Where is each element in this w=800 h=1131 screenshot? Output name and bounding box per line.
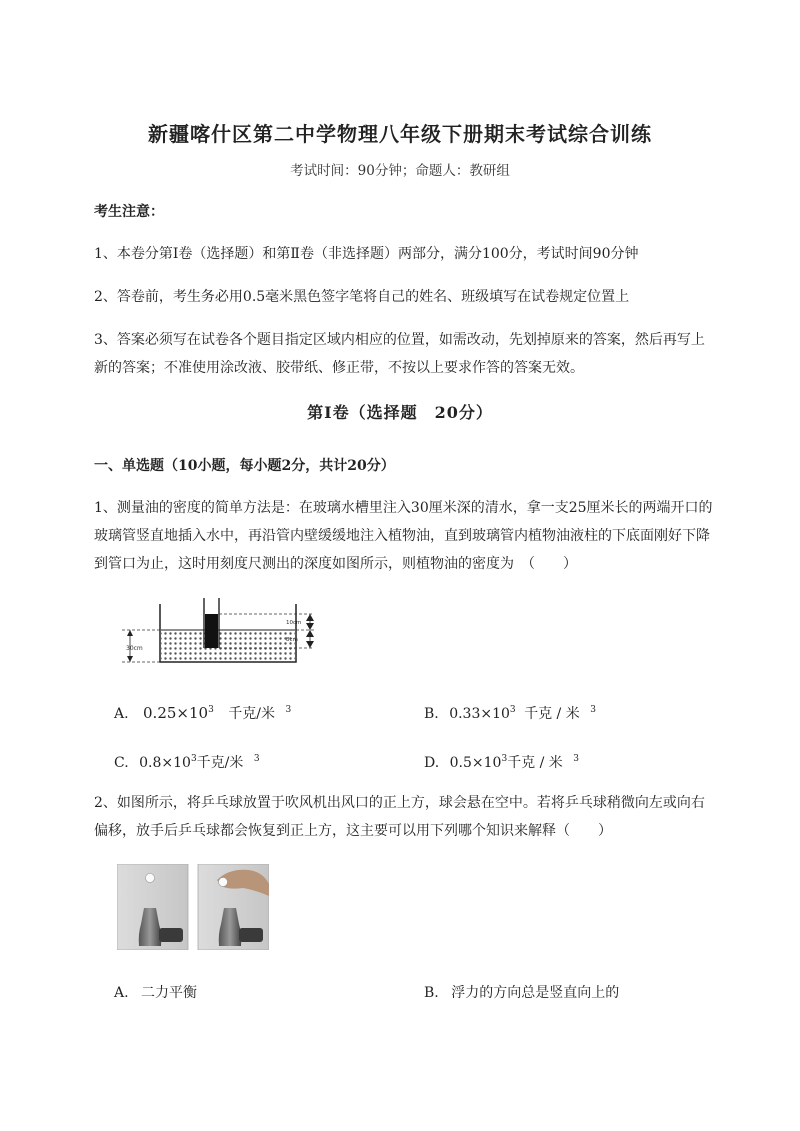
exam-title: 新疆喀什区第二中学物理八年级下册期末考试综合训练 [148, 122, 652, 146]
exam-subtitle: 考试时间：90分钟；命题人：教研组 [290, 163, 510, 179]
question-1-option-d[interactable]: D. $0.5\times 10^3$千克 / 米 $^3$ [424, 754, 579, 771]
notice-item-2: 2、答卷前，考生务必用0.5毫米黑色签字笔将自己的姓名、班级填写在试卷规定位置上 [94, 289, 630, 305]
question-1-option-a[interactable]: A. $0.25\times 10^3$ 千克/米 $^3$ [114, 704, 292, 722]
question-2-option-b[interactable]: B. 浮力的方向总是竖直向上的 [424, 985, 620, 1001]
section-title: 第I卷（选择题 20分） [307, 403, 493, 422]
question-1-option-c[interactable]: C. $0.8\times 10^3$千克/米 $^3$ [114, 754, 260, 771]
figure-label-depth: 30cm [126, 645, 143, 652]
question-2-stem: 2、如图所示，将乒乓球放置于吹风机出风口的正上方，球会悬在空中。若将乒乓球稍微向左或向右偏移，放手后乒乓球都会恢复到正上方，这主要可以用下列哪个知识来解释（ ） [94, 795, 705, 839]
question-1-figure [118, 596, 330, 668]
question-2-figure [117, 864, 269, 950]
photo-ball-floating [117, 864, 188, 950]
notice-item-3: 3、答案必须写在试卷各个题目指定区域内相应的位置，如需改动，先划掉原来的答案，然后再写上新的答案；不准使用涂改液、胶带纸、修正带，不按以上要求作答的答案无效。 [94, 332, 705, 376]
question-1-stem: 1、测量油的密度的简单方法是：在玻璃水槽里注入30厘米深的清水，拿一支25厘米长的两端开口的玻璃管竖直地插入水中，再沿管内壁缓缓地注入植物油，直到玻璃管内植物油液柱的下底面刚好下降到管口为止，这时用刻度尺测出的深度如图所示，则植物油的密度为 （ ） [94, 500, 713, 572]
notice-heading: 考生注意： [94, 204, 164, 220]
question-2-option-a[interactable]: A. 二力平衡 [114, 985, 198, 1001]
photo-ball-with-hand [198, 864, 269, 950]
figure-label-lower: 8cm [286, 637, 298, 643]
part-heading: 一、单选题（10小题，每小题2分，共计20分） [94, 458, 395, 474]
question-1-option-b[interactable]: B. $0.33\times 10^3$ 千克 / 米 $^3$ [424, 705, 596, 722]
figure-label-upper: 10cm [286, 620, 302, 626]
notice-item-1: 1、本卷分第I卷（选择题）和第Ⅱ卷（非选择题）两部分，满分100分，考试时间90分钟 [94, 246, 639, 262]
